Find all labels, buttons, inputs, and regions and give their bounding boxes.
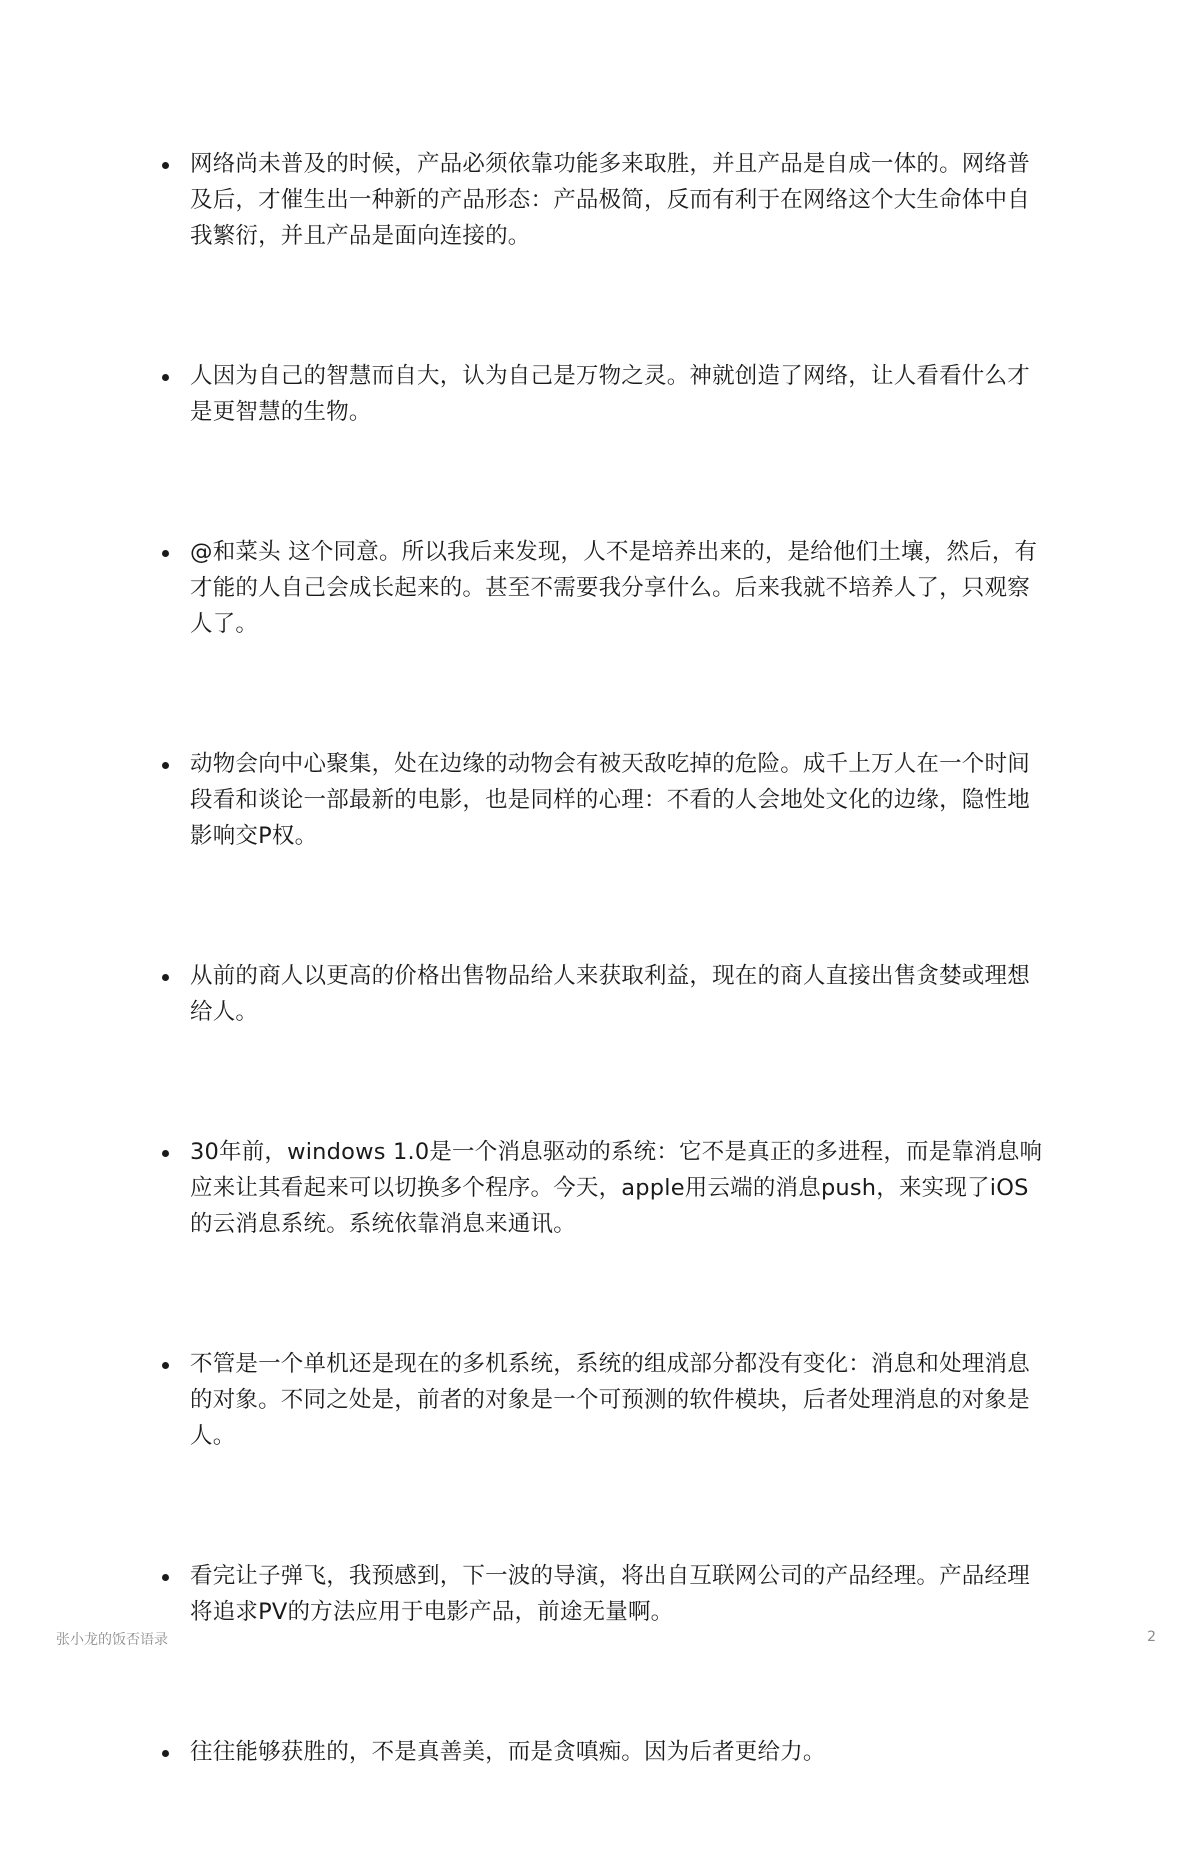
quote-text: 动物会向中心聚集，处在边缘的动物会有被天敌吃掉的危险。成千上万人在一个时间段看和谈论一部最新的电影，也是同样的心理：不看的人会地处文化的边缘，隐性地影响交P权。: [190, 751, 1030, 849]
list-item: [158, 1734, 1048, 1770]
bullet-icon: [162, 1574, 169, 1581]
quote-text: 看完让子弹飞，我预感到，下一波的导演，将出自互联网公司的产品经理。产品经理将追求PV的方法应用于电影产品，前途无量啊。: [190, 1563, 1030, 1625]
quote-text: 人因为自己的智慧而自大，认为自己是万物之灵。神就创造了网络，让人看看什么才是更智慧的生物。: [190, 363, 1030, 425]
bullet-icon: [162, 762, 169, 769]
bullet-icon: [162, 374, 169, 381]
quote-text: 30年前，windows 1.0是一个消息驱动的系统：它不是真正的多进程，而是靠消息响应来让其看起来可以切换多个程序。今天，apple用云端的消息push，来实现了iOS的云消息系统。系统依靠消息来通讯。: [190, 1139, 1043, 1237]
bullet-icon: [162, 550, 169, 557]
list-item: [158, 146, 1048, 254]
bullet-icon: [162, 974, 169, 981]
list-item: [158, 746, 1048, 854]
quote-text: 不管是一个单机还是现在的多机系统，系统的组成部分都没有变化：消息和处理消息的对象。不同之处是，前者的对象是一个可预测的软件模块，后者处理消息的对象是人。: [190, 1351, 1030, 1449]
list-item: [158, 1134, 1048, 1242]
list-item: [158, 358, 1048, 430]
list-item: [158, 534, 1048, 642]
bullet-icon: [162, 1150, 169, 1157]
list-item: [158, 1346, 1048, 1454]
quote-text: 从前的商人以更高的价格出售物品给人来获取利益，现在的商人直接出售贪婪或理想给人。: [190, 963, 1030, 1025]
quote-text: 网络尚未普及的时候，产品必须依靠功能多来取胜，并且产品是自成一体的。网络普及后，才催生出一种新的产品形态：产品极简，反而有利于在网络这个大生命体中自我繁衍，并且产品是面向连接的。: [190, 151, 1030, 249]
page-number: 2: [1147, 1629, 1156, 1645]
list-item: [158, 958, 1048, 1030]
bullet-icon: [162, 1362, 169, 1369]
quote-text: 往往能够获胜的，不是真善美，而是贪嗔痴。因为后者更给力。: [190, 1739, 826, 1765]
quote-list: [158, 146, 1048, 1874]
list-item: [158, 1558, 1048, 1630]
quote-text: @和菜头 这个同意。所以我后来发现，人不是培养出来的，是给他们土壤，然后，有才能的人自己会成长起来的。甚至不需要我分享什么。后来我就不培养人了，只观察人了。: [190, 539, 1038, 637]
bullet-icon: [162, 1750, 169, 1757]
bullet-icon: [162, 162, 169, 169]
footer-title: 张小龙的饭否语录: [56, 1632, 168, 1648]
